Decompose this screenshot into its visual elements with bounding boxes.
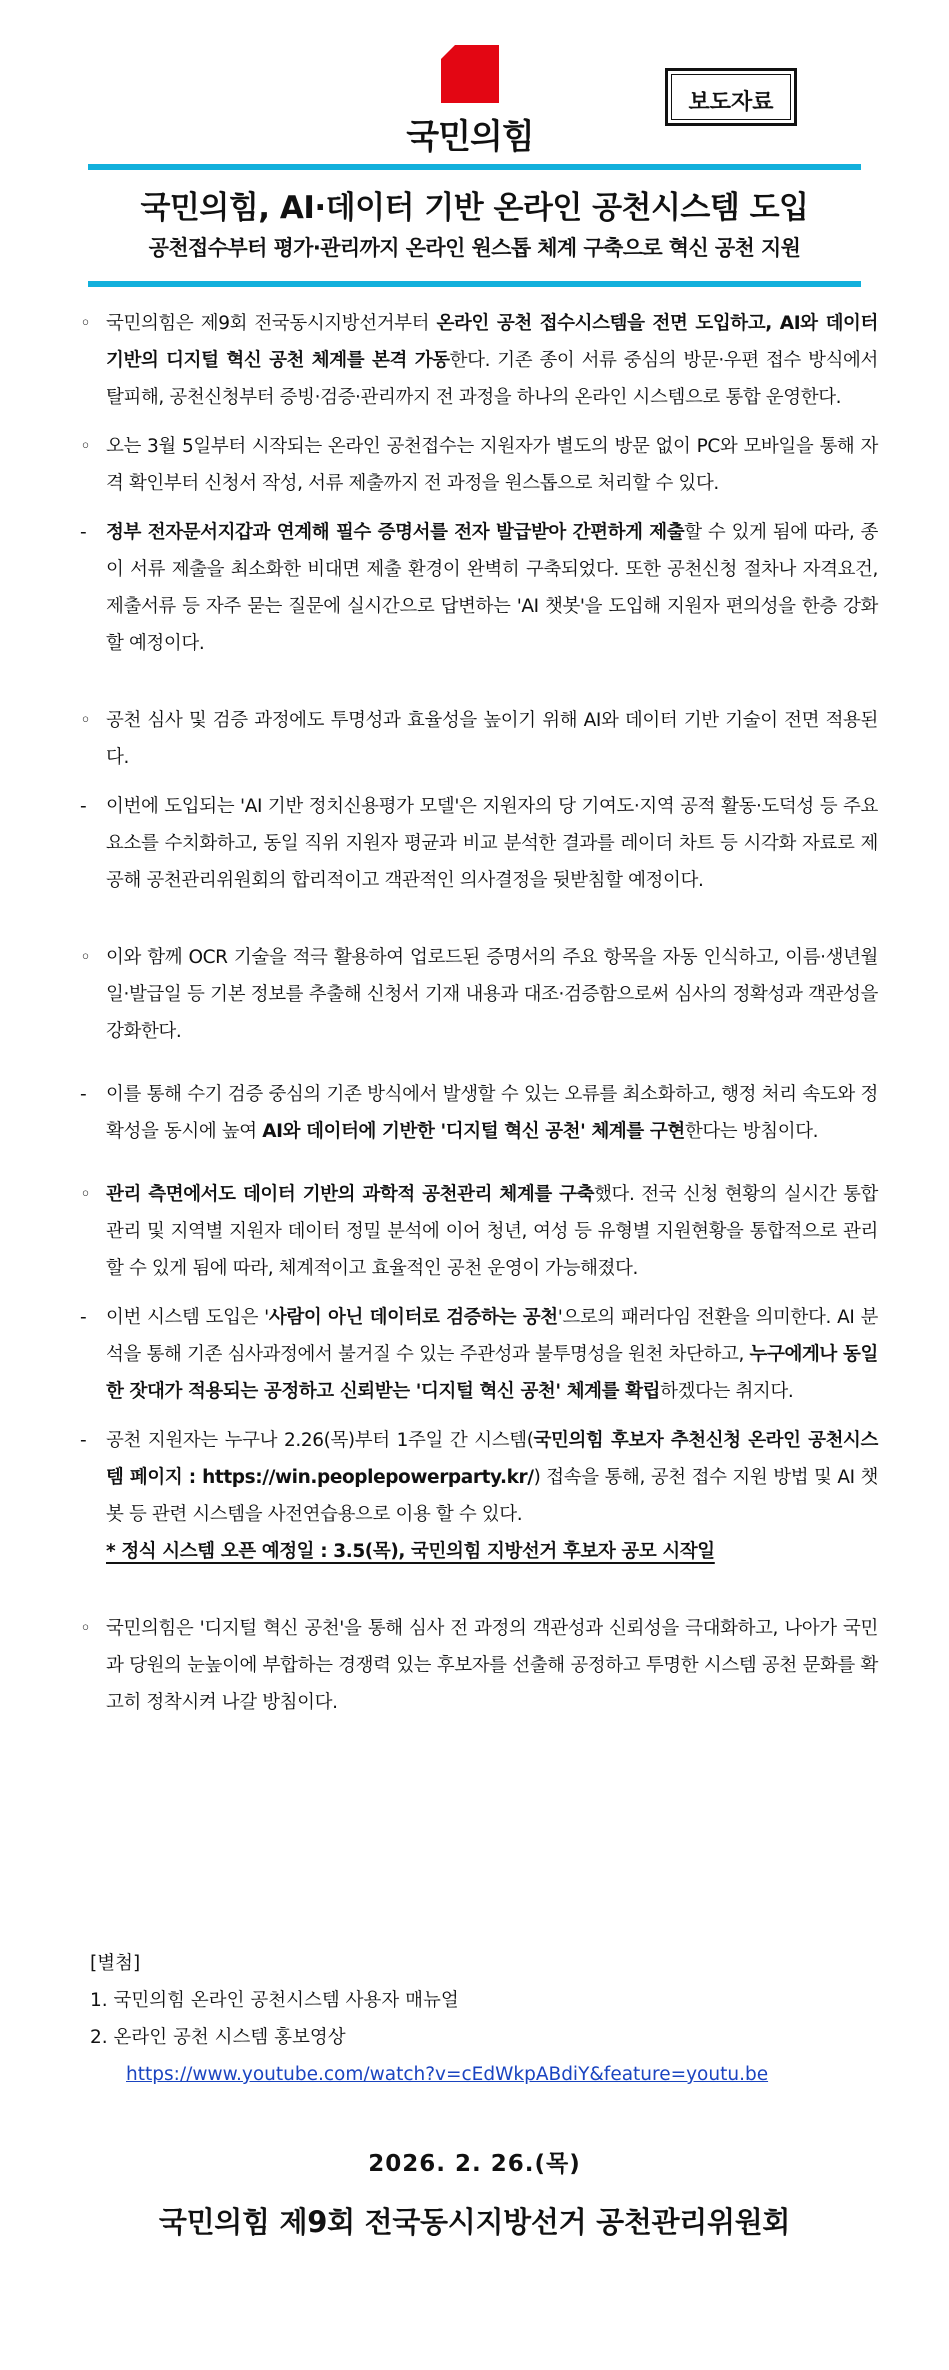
paragraph-6: ◦ 이와 함께 OCR 기술을 적극 활용하여 업로드된 증명서의 주요 항목을 자동 인식하고, 이름·생년월일·발급일 등 기본 정보를 추출해 신청서 기재 내용과 대조·검증함으로써 심사의 정확성과 객관성을 강화한다. [78, 939, 878, 1050]
dash-bullet-icon: - [80, 1307, 87, 1328]
press-release-badge [665, 68, 797, 126]
header-rule-bottom [88, 281, 861, 287]
paragraph-7: - 이를 통해 수기 검증 중심의 기존 방식에서 발생할 수 있는 오류를 최소화하고, 행정 처리 속도와 정확성을 동시에 높여 AI와 데이터에 기반한 '디지털 혁신 공천' 체계를 구현한다는 방침이다. [78, 1076, 878, 1150]
release-date: 2026. 2. 26.(목) [368, 2151, 581, 2177]
dash-bullet-icon: - [80, 1430, 87, 1451]
circle-bullet-icon: ◦ [80, 436, 91, 457]
paragraph-11: ◦ 국민의힘은 '디지털 혁신 공천'을 통해 심사 전 과정의 객관성과 신뢰성을 극대화하고, 나아가 국민과 당원의 눈높이에 부합하는 경쟁력 있는 후보자를 선출해 공정하고 투명한 시스템 공천 문화를 확고히 정착시켜 나갈 방침이다. [78, 1610, 878, 1721]
paragraph-9: - 이번 시스템 도입은 '사람이 아닌 데이터로 검증하는 공천'으로의 패러다임 전환을 의미한다. AI 분석을 통해 기존 심사과정에서 불거질 수 있는 주관성과 불투명성을 원천 차단하고, 누구에게나 동일한 잣대가 적용되는 공정하고 신뢰받는 '디지털 혁신 공천' 체계를 확립하겠다는 취지다. [78, 1299, 878, 1410]
issuing-organization: 국민의힘 제9회 전국동시지방선거 공천관리위원회 [158, 2205, 791, 2239]
dash-bullet-icon: - [80, 1084, 87, 1105]
attachments-heading: [별첨] [90, 1953, 141, 1974]
header-rule-top [88, 164, 861, 170]
paragraph-10: - 공천 지원자는 누구나 2.26(목)부터 1주일 간 시스템(국민의힘 후보자 추천신청 온라인 공천시스템 페이지 : https://win.peoplepowerparty.kr/) 접속을 통해, 공천 접수 지원 방법 및 AI 챗봇 등 관련 시스템을 사전연습용으로 이용 할 수 있다. * 정식 시스템 오픈 예정일 : 3.5(목), 국민의힘 지방선거 후보자 공모 시작일 [78, 1422, 878, 1570]
release-body [78, 305, 878, 1721]
paragraph-5: - 이번에 도입되는 'AI 기반 정치신용평가 모델'은 지원자의 당 기여도·지역 공적 활동·도덕성 등 주요 요소를 수치화하고, 동일 직위 지원자 평균과 비교 분석한 결과를 레이더 차트 등 시각화 자료로 제공해 공천관리위원회의 합리적이고 객관적인 의사결정을 뒷받침할 예정이다. [78, 788, 878, 899]
launch-date-note: * 정식 시스템 오픈 예정일 : 3.5(목), 국민의힘 지방선거 후보자 공모 시작일 [106, 1541, 715, 1562]
dash-bullet-icon: - [80, 522, 87, 543]
party-logo-text: 국민의힘 [406, 117, 534, 157]
attachments [90, 1945, 850, 2093]
paragraph-2: ◦ 오는 3월 5일부터 시작되는 온라인 공천접수는 지원자가 별도의 방문 없이 PC와 모바일을 통해 자격 확인부터 신청서 작성, 서류 제출까지 전 과정을 원스톱으로 처리할 수 있다. [78, 428, 878, 502]
video-link[interactable]: https://www.youtube.com/watch?v=cEdWkpABdiY&feature=youtu.be [126, 2064, 769, 2085]
circle-bullet-icon: ◦ [80, 710, 91, 731]
circle-bullet-icon: ◦ [80, 313, 91, 334]
attachment-item-manual: 1. 국민의힘 온라인 공천시스템 사용자 매뉴얼 [90, 1990, 459, 2011]
party-logo-icon [441, 45, 499, 103]
attachment-item-video: 2. 온라인 공천 시스템 홍보영상 [90, 2027, 346, 2048]
paragraph-1: ◦ 국민의힘은 제9회 전국동시지방선거부터 온라인 공천 접수시스템을 전면 도입하고, AI와 데이터 기반의 디지털 혁신 공천 체계를 본격 가동한다. 기존 종이 서류 중심의 방문·우편 접수 방식에서 탈피해, 공천신청부터 증빙·검증·관리까지 전 과정을 하나의 온라인 시스템으로 통합 운영한다. [78, 305, 878, 416]
circle-bullet-icon: ◦ [80, 947, 91, 968]
circle-bullet-icon: ◦ [80, 1184, 91, 1205]
paragraph-8: ◦ 관리 측면에서도 데이터 기반의 과학적 공천관리 체계를 구축했다. 전국 신청 현황의 실시간 통합 관리 및 지역별 지원자 데이터 정밀 분석에 이어 청년, 여성 등 유형별 지원현황을 통합적으로 관리할 수 있게 됨에 따라, 체계적이고 효율적인 공천 운영이 가능해졌다. [78, 1176, 878, 1287]
page-subtitle: 공천접수부터 평가·관리까지 온라인 원스톱 체계 구축으로 혁신 공천 지원 [148, 236, 801, 260]
paragraph-3: - 정부 전자문서지갑과 연계해 필수 증명서를 전자 발급받아 간편하게 제출할 수 있게 됨에 따라, 종이 서류 제출을 최소화한 비대면 제출 환경이 완벽히 구축되었다. 또한 공천신청 절차나 자격요건, 제출서류 등 자주 묻는 질문에 실시간으로 답변하는 'AI 챗봇'을 도입해 지원자 편의성을 한층 강화할 예정이다. [78, 514, 878, 662]
dash-bullet-icon: - [80, 796, 87, 817]
paragraph-4: ◦ 공천 심사 및 검증 과정에도 투명성과 효율성을 높이기 위해 AI와 데이터 기반 기술이 전면 적용된다. [78, 702, 878, 776]
press-release-label: 보도자료 [688, 90, 774, 115]
circle-bullet-icon: ◦ [80, 1618, 91, 1639]
page-title: 국민의힘, AI·데이터 기반 온라인 공천시스템 도입 [140, 190, 809, 226]
party-logo [390, 45, 550, 158]
